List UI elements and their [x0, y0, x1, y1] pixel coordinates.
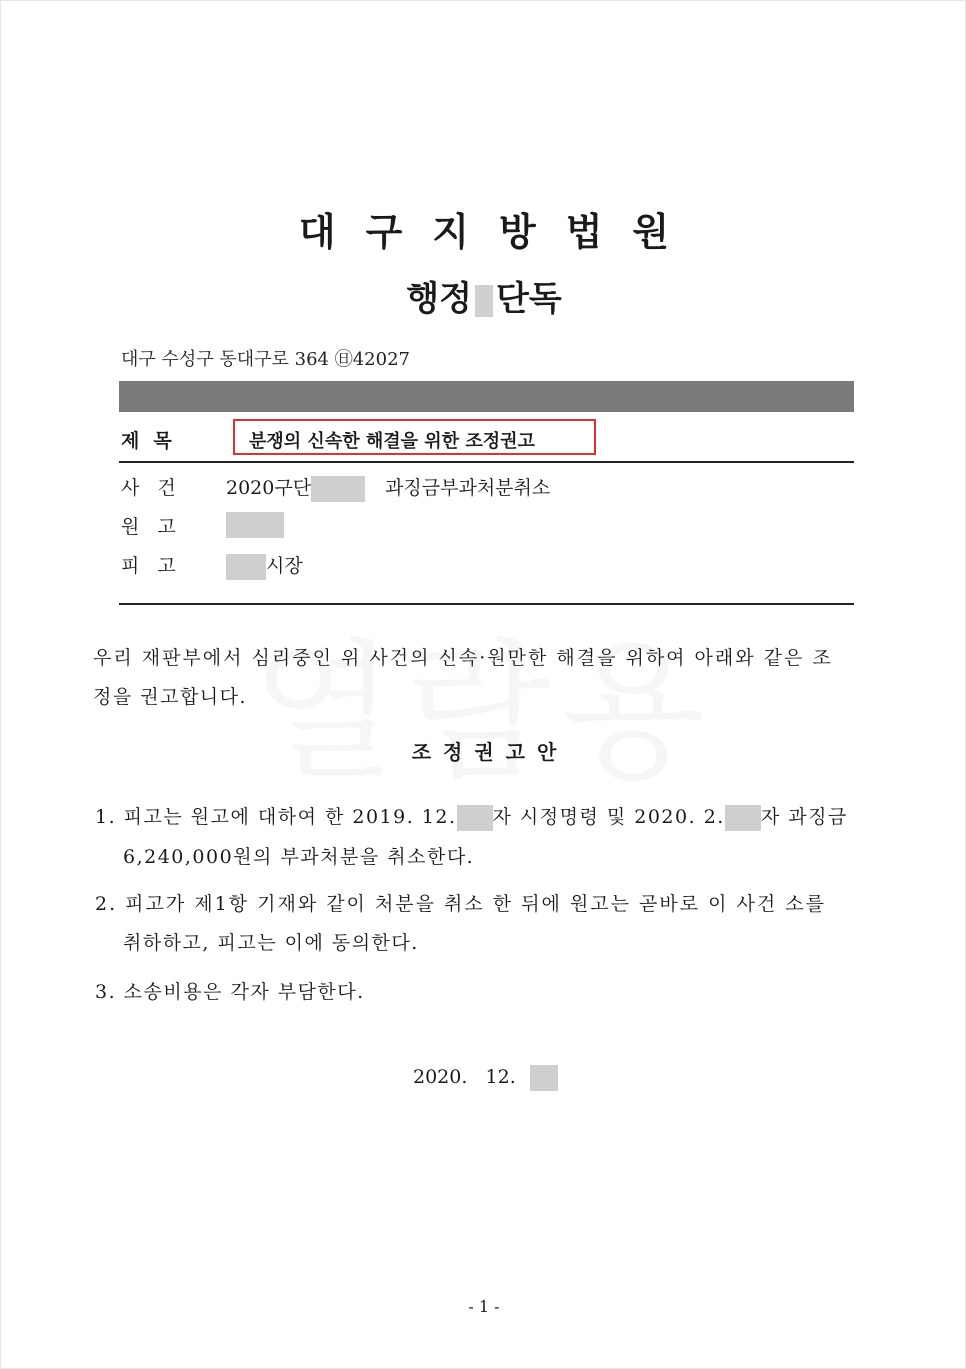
proposal-item-3: 3. 소송비용은 각자 부담한다.	[95, 981, 365, 1003]
proposal-item-2-line-1: 2. 피고가 제1항 기재와 같이 처분을 취소 한 뒤에 원고는 곧바로 이 사건 소를	[95, 893, 826, 915]
subject-label: 제목	[121, 430, 186, 452]
redacted-block	[226, 554, 266, 580]
redacted-block	[311, 476, 365, 502]
page-number: - 1 -	[468, 1297, 500, 1316]
watermark	[251, 591, 716, 807]
defendant-suffix: 시장	[266, 555, 303, 577]
date-month: 12.	[485, 1066, 516, 1088]
plaintiff-value	[226, 512, 284, 538]
subject-value: 분쟁의 신속한 해결을 위한 조정권고	[249, 431, 535, 452]
court-name: 대구지방법원	[298, 210, 700, 254]
intro-line-2: 정을 권고합니다.	[93, 686, 248, 708]
intro-line-1: 우리 재판부에서 심리중인 위 사건의 신속·원만한 해결을 위하여 아래와 같은 조	[93, 647, 833, 669]
court-address: 대구 수성구 동대구로 364 ㊐42027	[121, 349, 410, 370]
redacted-block	[725, 805, 761, 831]
proposal-item-1-line-1	[95, 802, 848, 831]
case-label: 사건	[121, 477, 194, 499]
defendant-value	[226, 551, 303, 580]
redacted-block	[457, 805, 493, 831]
item-1-part-b: 자 시정명령 및 2020. 2.	[492, 806, 725, 828]
division-title	[1, 271, 966, 320]
division-name-start: 행정	[406, 279, 472, 319]
case-name: 과징금부과처분취소	[385, 477, 551, 499]
redacted-block	[530, 1065, 558, 1091]
defendant-label: 피고	[121, 555, 194, 577]
proposal-item-2-line-2: 취하하고, 피고는 이에 동의한다.	[123, 932, 419, 954]
document-date	[413, 1065, 558, 1091]
date-year: 2020.	[413, 1066, 468, 1088]
item-1-part-a: 1. 피고는 원고에 대하여 한 2019. 12.	[95, 806, 457, 828]
plaintiff-label: 원고	[121, 516, 194, 538]
redacted-block	[475, 285, 493, 317]
division-name-end: 단독	[496, 279, 562, 319]
case-number-prefix: 2020구단	[226, 477, 312, 499]
divider-top	[119, 461, 854, 463]
proposal-item-1-line-2: 6,240,000원의 부과처분을 취소한다.	[123, 846, 475, 868]
proposal-title: 조정권고안	[411, 740, 569, 764]
redacted-bar	[119, 381, 854, 412]
redacted-block	[226, 512, 284, 538]
item-1-part-c: 자 과징금	[760, 806, 848, 828]
case-value	[226, 473, 550, 502]
